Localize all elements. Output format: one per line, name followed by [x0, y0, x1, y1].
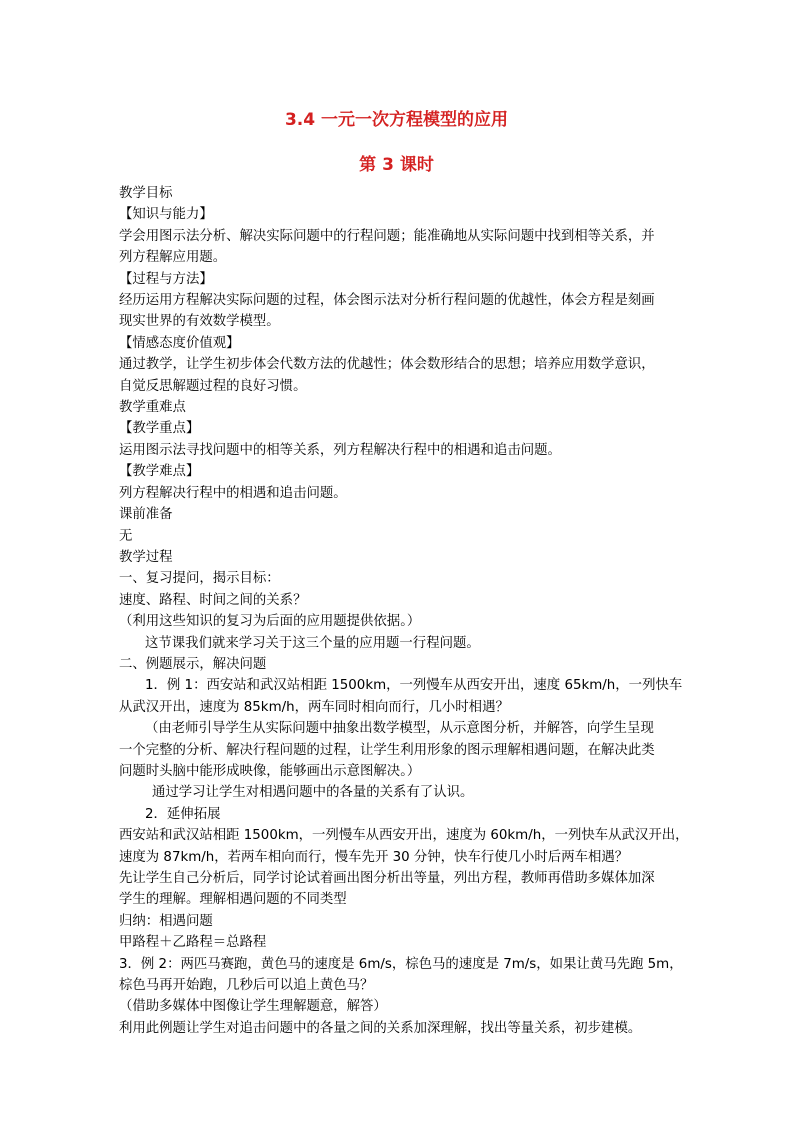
subheading-difficulty: 【教学难点】 — [119, 464, 200, 480]
paragraph-line: 一个完整的分析、解决行程问题的过程，让学生利用形象的图示理解相遇问题，在解决此类 — [119, 742, 655, 758]
section-heading-key-points: 教学重难点 — [119, 400, 186, 416]
paragraph-line: 先让学生自己分析后，同学讨论试着画出图分析出等量，列出方程，教师再借助多媒体加深 — [119, 871, 655, 886]
paragraph-line: 速度、路程、时间之间的关系？ — [119, 592, 307, 608]
example-2-line: 棕色马再开始跑，几秒后可以追上黄色马？ — [119, 978, 374, 994]
extension-problem-line: 速度为 87km/h，若两车相向而行，慢车先开 30 分钟，快车行使几小时后两车相遇？ — [119, 849, 629, 865]
paragraph-line: 通过教学，让学生初步体会代数方法的优越性；体会数形结合的思想；培养应用数学意识， — [119, 357, 655, 373]
paragraph-line: 这节课我们就来学习关于这三个量的应用题一行程问题。 — [145, 635, 480, 651]
subheading-focus: 【教学重点】 — [119, 421, 200, 437]
paragraph-line: 一、复习提问，揭示目标： — [119, 571, 280, 587]
paragraph-line: 现实世界的有效数学模型。 — [119, 314, 280, 330]
formula-line: 甲路程＋乙路程＝总路程 — [119, 935, 267, 951]
paragraph-line: 二、例题展示，解决问题 — [119, 656, 267, 672]
subheading-process: 【过程与方法】 — [119, 271, 213, 287]
paragraph-line: 运用图示法寻找问题中的相等关系，列方程解决行程中的相遇和追击问题。 — [119, 442, 561, 458]
example-1-line: 1．例 1：西安站和武汉站相距 1500km，一列慢车从西安开出，速度 65km/h，一列快车 — [145, 678, 683, 694]
subheading-attitude: 【情感态度价值观】 — [119, 335, 240, 351]
paragraph-line: （借助多媒体中图像让学生理解题意，解答） — [119, 999, 387, 1015]
paragraph-line: 自觉反思解题过程的良好习惯。 — [119, 378, 307, 394]
extension-problem-line: 西安站和武汉站相距 1500km，一列慢车从西安开出，速度为 60km/h，一列快车从武汉开出， — [119, 828, 689, 844]
section-heading-objectives: 教学目标 — [119, 186, 173, 201]
example-2-line: 3．例 2：两匹马赛跑，黄色马的速度是 6m/s，棕色马的速度是 7m/s，如果让黄马先跑 5m， — [119, 956, 683, 972]
paragraph-line: 2．延伸拓展 — [145, 806, 221, 822]
paragraph-line: （利用这些知识的复习为后面的应用题提供依据。） — [119, 614, 421, 630]
paragraph-line: 无 — [119, 528, 133, 544]
paragraph-line: 学会用图示法分析、解决实际问题中的行程问题；能准确地从实际问题中找到相等关系，并 — [119, 228, 655, 244]
section-heading-preparation: 课前准备 — [119, 507, 173, 523]
document-title: 3.4 一元一次方程模型的应用 — [284, 110, 509, 130]
subheading-knowledge: 【知识与能力】 — [119, 207, 213, 223]
paragraph-line: 学生的理解。理解相遇问题的不同类型 — [119, 892, 347, 908]
paragraph-line: 经历运用方程解决实际问题的过程，体会图示法对分析行程问题的优越性，体会方程是刻画 — [119, 293, 655, 309]
paragraph-line: 列方程解决行程中的相遇和追击问题。 — [119, 485, 347, 501]
paragraph-line: 归纳：相遇问题 — [119, 913, 213, 929]
paragraph-line: 通过学习让学生对相遇问题中的各量的关系有了认识。 — [152, 785, 474, 801]
paragraph-line: 列方程解应用题。 — [119, 250, 227, 266]
paragraph-line: 利用此例题让学生对追击问题中的各量之间的关系加深理解，找出等量关系，初步建模。 — [119, 1020, 642, 1036]
section-heading-process: 教学过程 — [119, 549, 173, 565]
paragraph-line: 问题时头脑中能形成映像，能够画出示意图解决。） — [119, 763, 421, 779]
document-body — [119, 183, 689, 1039]
lesson-subtitle: 第 3 课时 — [359, 155, 434, 175]
paragraph-line: （由老师引导学生从实际问题中抽象出数学模型，从示意图分析，并解答，向学生呈现 — [145, 721, 654, 737]
example-1-line: 从武汉开出，速度为 85km/h，两车同时相向而行，几小时相遇？ — [119, 699, 509, 715]
